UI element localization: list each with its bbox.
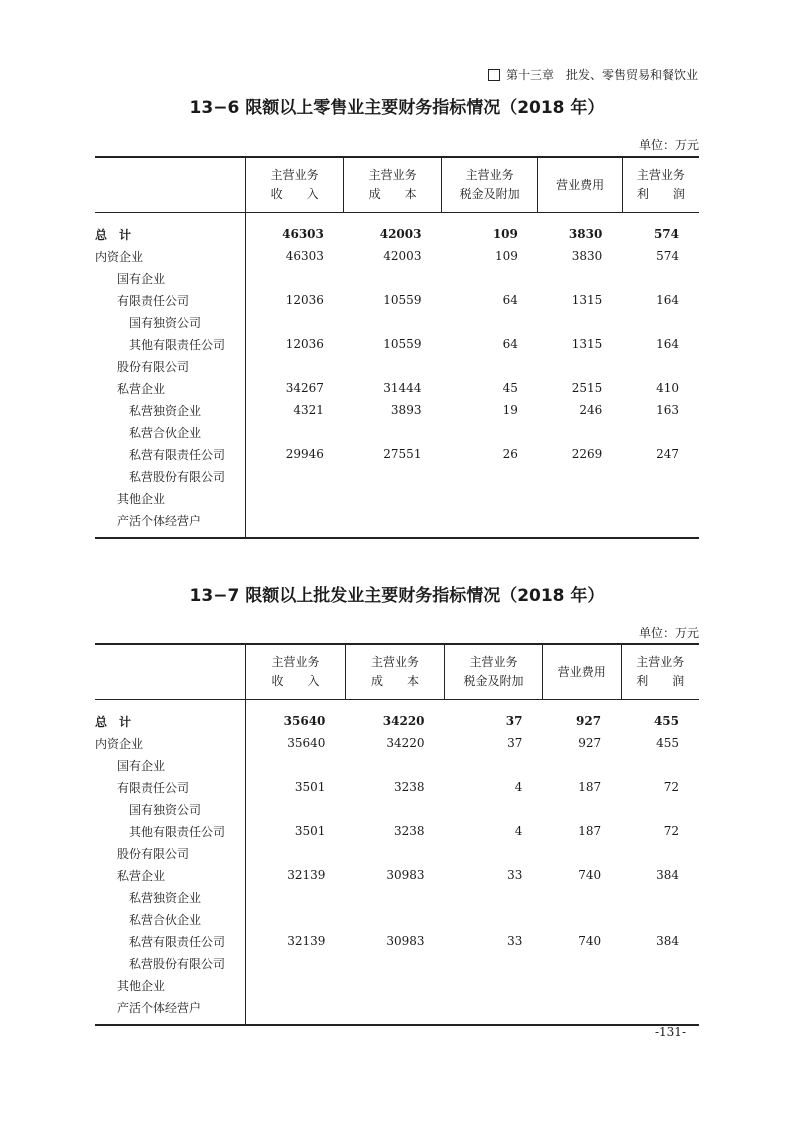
table-cell: [344, 355, 442, 377]
row-label: 其他企业: [117, 978, 166, 993]
table-cell: [246, 996, 346, 1025]
column-header: [344, 157, 442, 213]
table-cell: 574: [653, 227, 679, 241]
column-header-line: 利 润: [636, 187, 685, 201]
table-cell: [345, 798, 444, 820]
table-cell: [445, 886, 543, 908]
table-cell: 109: [492, 227, 518, 241]
table-row: [95, 798, 699, 820]
column-header-line: 主营业务: [271, 655, 320, 669]
table-row: [95, 311, 699, 333]
table-cell: 3501: [246, 776, 346, 798]
table-cell: 26: [502, 447, 518, 461]
table-cell: [441, 487, 537, 509]
running-head: [488, 66, 698, 83]
table-cell: 34267: [246, 377, 344, 399]
table-cell: 10559: [383, 293, 422, 307]
table-cell: 32139: [246, 930, 346, 952]
column-header-line: 税金及附加: [463, 674, 524, 688]
row-label: 股份有限公司: [117, 359, 190, 374]
table-cell: 34220: [386, 736, 425, 750]
table-cell: 37: [507, 736, 523, 750]
row-label: 国有独资公司: [129, 315, 202, 330]
row-label: 股份有限公司: [117, 846, 190, 861]
table-cell: [542, 886, 621, 908]
table-cell: 34220: [382, 714, 425, 728]
table-cell: 19: [502, 403, 518, 417]
column-header: [621, 644, 699, 700]
table-cell: 64: [502, 293, 518, 307]
table-cell: 30983: [386, 868, 425, 882]
row-label: 总 计: [95, 227, 132, 242]
table-cell: 12036: [246, 289, 344, 311]
column-header-line: 主营业务: [368, 168, 417, 182]
table-cell: [246, 487, 344, 509]
table-cell: [344, 421, 442, 443]
table-row: [95, 333, 699, 355]
table-cell: 2515: [571, 381, 603, 395]
table-cell: [445, 996, 543, 1025]
table-cell: 3238: [393, 824, 425, 838]
column-header-line: 主营业务: [270, 168, 319, 182]
table-cell: [538, 311, 622, 333]
table-cell: [345, 842, 444, 864]
row-label: 有限责任公司: [117, 293, 190, 308]
table-cell: [246, 267, 344, 289]
table-row: [95, 754, 699, 776]
chapter-title: 第十三章 批发、零售贸易和餐饮业: [505, 68, 698, 82]
table-cell: 2269: [571, 447, 603, 461]
table-cell: [246, 798, 346, 820]
column-header-line: 利 润: [636, 674, 685, 688]
table-cell: [621, 754, 699, 776]
table-cell: [246, 974, 346, 996]
data-table: [95, 156, 699, 539]
table-cell: 1315: [571, 293, 603, 307]
table-cell: 740: [578, 868, 602, 882]
table-cell: 384: [656, 868, 679, 882]
table-cell: [345, 886, 444, 908]
table-cell: 927: [576, 714, 602, 728]
table-cell: 410: [656, 381, 679, 395]
row-label: 私营有限责任公司: [129, 934, 226, 949]
row-label: 总 计: [95, 714, 132, 729]
table-cell: [621, 996, 699, 1025]
table-cell: [246, 908, 346, 930]
column-header-line: 主营业务: [370, 655, 419, 669]
unit-label: 单位：万元: [638, 138, 699, 152]
table-row: [95, 267, 699, 289]
table-cell: 30983: [386, 934, 425, 948]
square-bullet-icon: [488, 69, 500, 81]
table-cell: 31444: [383, 381, 422, 395]
table-row: [95, 952, 699, 974]
table-cell: 3893: [390, 403, 422, 417]
row-label: 私营有限责任公司: [129, 447, 226, 462]
table-cell: 32139: [246, 864, 346, 886]
table-cell: 164: [656, 337, 679, 351]
table-row: [95, 974, 699, 996]
table-row: [95, 820, 699, 842]
table-cell: [445, 754, 543, 776]
column-header: [246, 157, 344, 213]
column-header-line: 税金及附加: [459, 187, 520, 201]
table-cell: [622, 509, 699, 538]
table-cell: [622, 465, 699, 487]
row-label: 其他有限责任公司: [129, 337, 226, 352]
table-row: [95, 732, 699, 754]
row-label: 内资企业: [95, 736, 144, 751]
table-cell: 33: [507, 868, 523, 882]
table-cell: [344, 487, 442, 509]
table-cell: 29946: [246, 443, 344, 465]
table-cell: 740: [578, 934, 602, 948]
table-cell: [344, 267, 442, 289]
table-cell: [345, 996, 444, 1025]
table-cell: 45: [502, 381, 518, 395]
table-cell: [622, 355, 699, 377]
table-row: [95, 245, 699, 267]
table-cell: [542, 952, 621, 974]
table-row: [95, 886, 699, 908]
table-cell: [538, 267, 622, 289]
table-cell: 247: [656, 447, 679, 461]
column-header-line: 收 入: [271, 674, 320, 688]
table-cell: 109: [494, 249, 518, 263]
table-cell: [441, 311, 537, 333]
table-cell: [441, 509, 537, 538]
table-cell: [246, 886, 346, 908]
table-cell: 574: [656, 249, 679, 263]
table-cell: [538, 509, 622, 538]
table-row: [95, 443, 699, 465]
table-cell: [542, 908, 621, 930]
column-header-line: 成 本: [368, 187, 417, 201]
column-header: [246, 644, 346, 700]
table-cell: [445, 952, 543, 974]
row-label: 私营企业: [117, 381, 166, 396]
table-cell: [622, 421, 699, 443]
table-cell: [622, 267, 699, 289]
table-cell: 246: [579, 403, 603, 417]
row-label: 私营股份有限公司: [129, 956, 226, 971]
table-cell: [246, 509, 344, 538]
table-cell: [538, 421, 622, 443]
table-cell: 3501: [246, 820, 346, 842]
table-row: [95, 776, 699, 798]
table-cell: [445, 798, 543, 820]
table-cell: [542, 996, 621, 1025]
table-row: [95, 213, 699, 246]
table-cell: 64: [502, 337, 518, 351]
table-cell: [542, 798, 621, 820]
column-header-line: 营业费用: [556, 177, 605, 192]
table-cell: [621, 908, 699, 930]
table-cell: [344, 465, 442, 487]
table-cell: 1315: [571, 337, 603, 351]
row-label: 国有企业: [117, 271, 166, 286]
table-cell: [622, 311, 699, 333]
table-cell: [538, 465, 622, 487]
data-table: [95, 643, 699, 1026]
column-header-line: 成 本: [370, 674, 419, 688]
table-row: [95, 399, 699, 421]
table-cell: 163: [656, 403, 679, 417]
table-cell: [621, 952, 699, 974]
table-cell: [621, 886, 699, 908]
table-row: [95, 465, 699, 487]
table-cell: 455: [653, 714, 679, 728]
table-cell: 12036: [246, 333, 344, 355]
table-cell: 455: [656, 736, 679, 750]
table-cell: 187: [578, 780, 602, 794]
column-header: [542, 644, 621, 700]
table-cell: [345, 754, 444, 776]
table-cell: [441, 421, 537, 443]
corner-cell: [95, 157, 246, 213]
table-cell: 3830: [571, 249, 603, 263]
column-header: [622, 157, 699, 213]
table-cell: 3238: [393, 780, 425, 794]
table-cell: [246, 754, 346, 776]
table-cell: 35640: [246, 700, 346, 733]
page-number: -131-: [654, 1025, 686, 1039]
row-label: 私营独资企业: [129, 890, 202, 905]
table-cell: [445, 842, 543, 864]
table-cell: 72: [663, 780, 679, 794]
table-cell: [345, 974, 444, 996]
table-cell: [246, 842, 346, 864]
column-header: [441, 157, 537, 213]
column-header: [445, 644, 543, 700]
row-label: 私营股份有限公司: [129, 469, 226, 484]
table-cell: 27551: [383, 447, 422, 461]
table-row: [95, 842, 699, 864]
table-cell: 10559: [383, 337, 422, 351]
row-label: 国有企业: [117, 758, 166, 773]
column-header-line: 营业费用: [557, 664, 606, 679]
table-row: [95, 289, 699, 311]
table-cell: 42003: [383, 249, 422, 263]
column-header: [538, 157, 622, 213]
table-title: 13−6 限额以上零售业主要财务指标情况（2018 年）: [189, 98, 605, 118]
table-cell: 37: [505, 714, 523, 728]
table-cell: [542, 974, 621, 996]
table-cell: 46303: [246, 245, 344, 267]
table-cell: [344, 311, 442, 333]
table-row: [95, 908, 699, 930]
table-cell: [621, 974, 699, 996]
table-cell: [538, 487, 622, 509]
table-row: [95, 421, 699, 443]
table-cell: 164: [656, 293, 679, 307]
table-cell: 72: [663, 824, 679, 838]
table-cell: [441, 355, 537, 377]
column-header: [345, 644, 444, 700]
header-row: [95, 644, 699, 700]
row-label: 产活个体经营户: [117, 513, 202, 528]
row-label: 其他有限责任公司: [129, 824, 226, 839]
row-label: 有限责任公司: [117, 780, 190, 795]
table-cell: [542, 842, 621, 864]
table-cell: [542, 754, 621, 776]
table-cell: [445, 974, 543, 996]
table-row: [95, 377, 699, 399]
corner-cell: [95, 644, 246, 700]
table-cell: 384: [656, 934, 679, 948]
table-cell: [538, 355, 622, 377]
table-cell: [441, 267, 537, 289]
table-row: [95, 355, 699, 377]
table-cell: [345, 908, 444, 930]
table-row: [95, 509, 699, 538]
table-cell: 3830: [568, 227, 603, 241]
table-cell: [344, 509, 442, 538]
table-cell: [621, 842, 699, 864]
table-cell: [622, 487, 699, 509]
table-cell: 46303: [246, 213, 344, 246]
row-label: 私营独资企业: [129, 403, 202, 418]
table-row: [95, 487, 699, 509]
column-header-line: 主营业务: [636, 655, 685, 669]
table-cell: 187: [578, 824, 602, 838]
table-row: [95, 930, 699, 952]
table-cell: [246, 465, 344, 487]
table-cell: [445, 908, 543, 930]
unit-label: 单位：万元: [638, 626, 699, 640]
table-cell: [621, 798, 699, 820]
table-cell: [246, 311, 344, 333]
table-row: [95, 996, 699, 1025]
table-cell: 4: [514, 780, 523, 794]
row-label: 内资企业: [95, 249, 144, 264]
column-header-line: 主营业务: [465, 168, 514, 182]
table-cell: [345, 952, 444, 974]
table-title: 13−7 限额以上批发业主要财务指标情况（2018 年）: [189, 586, 605, 606]
table-cell: [246, 355, 344, 377]
row-label: 私营合伙企业: [129, 912, 202, 927]
row-label: 其他企业: [117, 491, 166, 506]
row-label: 私营合伙企业: [129, 425, 202, 440]
column-header-line: 主营业务: [469, 655, 518, 669]
table-cell: 4: [514, 824, 523, 838]
table-cell: [441, 465, 537, 487]
column-header-line: 主营业务: [636, 168, 685, 182]
table-cell: 42003: [379, 227, 422, 241]
table-cell: 4321: [246, 399, 344, 421]
column-header-line: 收 入: [270, 187, 319, 201]
table-row: [95, 700, 699, 733]
row-label: 产活个体经营户: [117, 1000, 202, 1015]
table-cell: [246, 421, 344, 443]
header-row: [95, 157, 699, 213]
row-label: 私营企业: [117, 868, 166, 883]
table-cell: 927: [578, 736, 602, 750]
table-cell: 35640: [246, 732, 346, 754]
table-cell: [246, 952, 346, 974]
row-label: 国有独资公司: [129, 802, 202, 817]
table-row: [95, 864, 699, 886]
table-cell: 33: [507, 934, 523, 948]
